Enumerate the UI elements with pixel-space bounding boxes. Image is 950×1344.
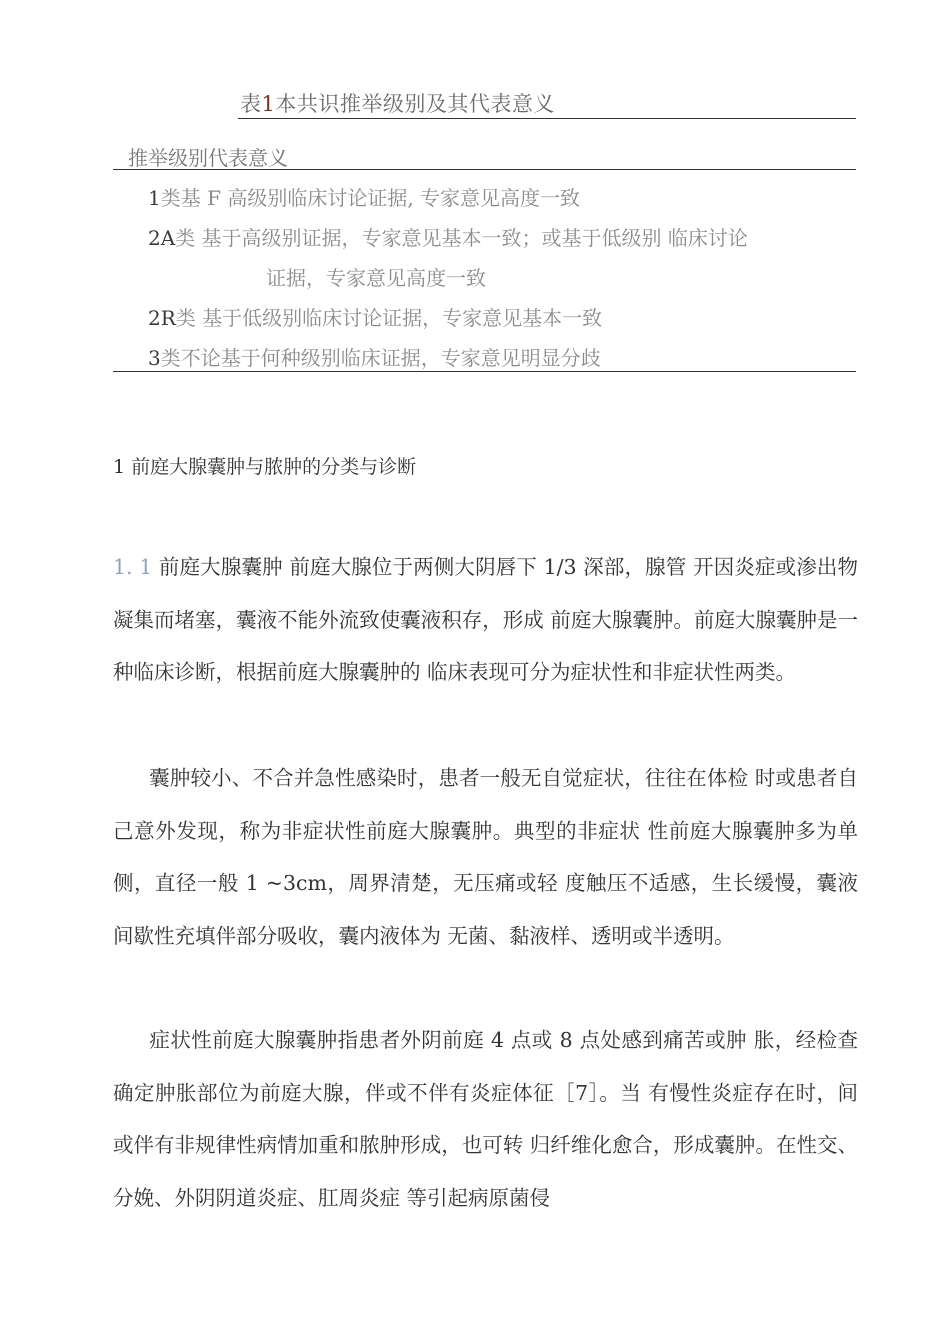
paragraph [113,541,858,699]
table-caption [240,88,555,118]
table-row-code: 1 [148,186,161,210]
paragraph-text: 囊肿较小、不合并急性感染时，患者一般无自觉症状，往往在体检 时或患者自己意外发现，称为非症状性前庭大腺囊肿。典型的非症状 性前庭大腺囊肿多为单侧，直径一般 1 ~3cm，周界清楚，无压痛或轻 度触压不适感，生长缓慢，囊液间歇性充填伴部分吸收，囊内液体为 无菌、黏液样、透明或半透明。 [113,766,858,948]
table-row [148,182,580,211]
table-row-text: 类 基于高级别证据，专家意见基本一致；或基于低级别 临床讨论 [175,226,748,250]
table-header: 推举级别代表意义 [128,146,288,170]
table-caption-prefix: 表 [240,92,262,116]
table-top-rule [238,118,856,119]
table-row-continuation [266,262,486,291]
paragraph [113,1014,858,1224]
table-row-text: 类不论基于何种级别临床证据，专家意见明显分歧 [160,346,601,370]
table-row-text: 类基 F 高级别临床讨论证据, 专家意见高度一致 [160,186,581,210]
table-row-code: 2R [148,306,176,330]
table-caption-number: 1 [261,92,276,116]
paragraph-text: 前庭大腺囊肿 前庭大腺位于两侧大阴唇下 1/3 深部，腺管 开因炎症或渗出物凝集而堵塞，囊液不能外流致使囊液积存，形成 前庭大腺囊肿。前庭大腺囊肿是一种临床诊断，根据前庭大腺囊肿的 临床表现可分为症状性和非症状性两类。 [113,555,859,684]
table-row-text: 类 基于低级别临床讨论证据，专家意见基本一致 [175,306,603,330]
table-row [148,222,748,251]
table-row [148,302,602,331]
table-header-rule [113,169,856,170]
paragraph-text: 症状性前庭大腺囊肿指患者外阴前庭 4 点或 8 点处感到痛苦或肿 胀，经检查确定肿胀部位为前庭大腺，伴或不伴有炎症体征［7］。当 有慢性炎症存在时，间或伴有非规律性病情加重和脓肿形成，也可转 归纤维化愈合，形成囊肿。在性交、分娩、外阴阴道炎症、肛周炎症 等引起病原菌侵 [113,1028,858,1210]
subsection-number: 1. 1 [113,555,153,579]
table-row-text: 证据，专家意见高度一致 [266,266,486,290]
table-row-code: 2A [148,226,176,250]
table-caption-title: 本共识推举级别及其代表意义 [275,92,555,116]
table-row [148,342,601,371]
table-row-code: 3 [148,346,161,370]
paragraph [113,752,858,962]
table-bottom-rule [113,371,856,372]
section-heading: 1 前庭大腺囊肿与脓肿的分类与诊断 [113,456,417,478]
